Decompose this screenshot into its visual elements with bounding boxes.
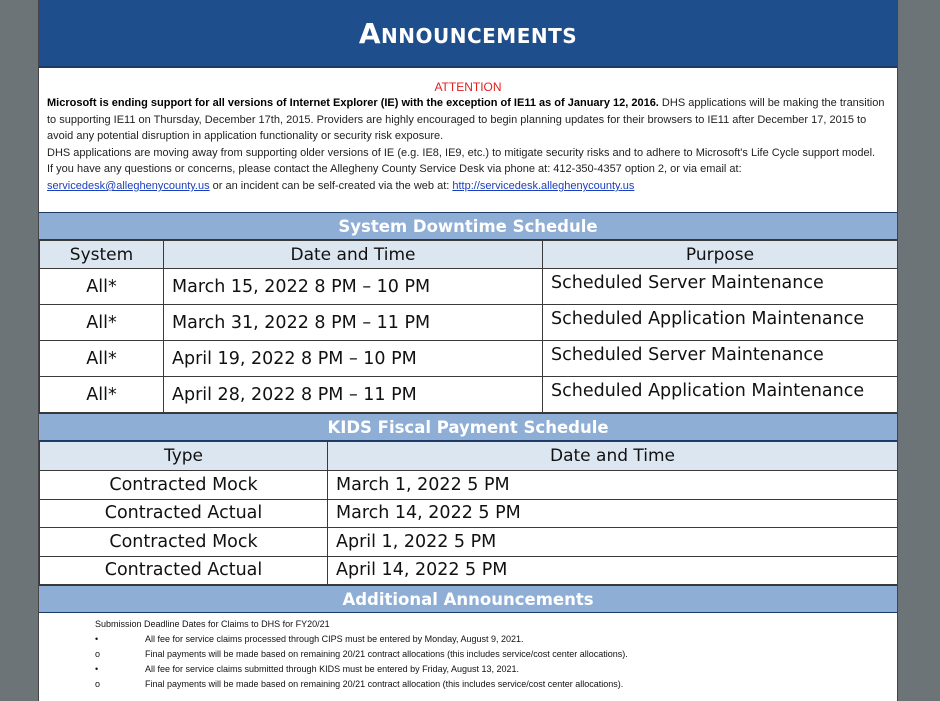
- contact-text-mid: or an incident can be self-created via the web at:: [209, 179, 453, 192]
- list-item: [95, 662, 897, 677]
- system-cell: All*: [40, 341, 164, 377]
- downtime-header-row: [40, 241, 898, 269]
- purpose-cell: Scheduled Server Maintenance: [543, 269, 898, 305]
- announcements-title: Announcements: [39, 0, 897, 66]
- table-row: [40, 471, 898, 500]
- list-item: [95, 677, 897, 692]
- kids-payment-table: [39, 441, 898, 585]
- type-cell: Contracted Actual: [40, 556, 328, 585]
- datetime-cell: April 19, 2022 8 PM – 10 PM: [164, 341, 543, 377]
- attention-heading: ATTENTION: [434, 80, 502, 94]
- downtime-section-title: System Downtime Schedule: [39, 212, 897, 240]
- purpose-cell: Scheduled Server Maintenance: [543, 341, 898, 377]
- list-item-text: All fee for service claims processed through CIPS must be entered by Monday, August 9, 2021.: [145, 634, 524, 644]
- additional-section-title: Additional Announcements: [39, 585, 897, 613]
- column-header-purpose: Purpose: [543, 241, 898, 269]
- column-header-type: Type: [40, 442, 328, 471]
- system-cell: All*: [40, 305, 164, 341]
- datetime-cell: March 31, 2022 8 PM – 11 PM: [164, 305, 543, 341]
- attention-paragraph-1: [47, 95, 889, 145]
- table-row: [40, 341, 898, 377]
- table-row: [40, 305, 898, 341]
- purpose-cell: Scheduled Application Maintenance: [543, 377, 898, 413]
- list-item-text: Final payments will be made based on remaining 20/21 contract allocations (this includes service/cost center allocations).: [145, 649, 628, 659]
- list-item: [95, 632, 897, 647]
- additional-announcements: [39, 613, 897, 692]
- column-header-date-time: Date and Time: [328, 442, 898, 471]
- bullet: o: [95, 679, 101, 689]
- type-cell: Contracted Mock: [40, 471, 328, 500]
- bullet: o: [95, 649, 101, 659]
- type-cell: Contracted Mock: [40, 528, 328, 557]
- datetime-cell: March 14, 2022 5 PM: [328, 499, 898, 528]
- contact-text: If you have any questions or concerns, please contact the Allegheny County Service Desk via phone at: 412-350-4357 option 2, or via email at:: [47, 163, 742, 176]
- system-cell: All*: [40, 377, 164, 413]
- system-cell: All*: [40, 269, 164, 305]
- list-item-text: Final payments will be made based on remaining 20/21 contract allocation (this includes service/cost center allocations).: [145, 679, 624, 689]
- column-header-date-time: Date and Time: [164, 241, 543, 269]
- announcements-panel: [38, 0, 898, 701]
- type-cell: Contracted Actual: [40, 499, 328, 528]
- email-link[interactable]: servicedesk@alleghenycounty.us: [47, 179, 210, 192]
- kids-header-row: [40, 442, 898, 471]
- attention-paragraph-3: [47, 161, 889, 194]
- datetime-cell: March 15, 2022 8 PM – 10 PM: [164, 269, 543, 305]
- table-row: [40, 528, 898, 557]
- transition-text: DHS applications will be making the transition to supporting IE11 on Thursday, December 17th, 2015. Providers are highly encouraged to begin planning updates for their browsers to IE11 after December 17, 2015 to avoid any potential disruption in application functionality or security risk exposure.: [47, 97, 885, 143]
- attention-notice: [39, 66, 897, 212]
- datetime-cell: March 1, 2022 5 PM: [328, 471, 898, 500]
- datetime-cell: April 28, 2022 8 PM – 11 PM: [164, 377, 543, 413]
- table-row: [40, 377, 898, 413]
- list-item-text: All fee for service claims submitted through KIDS must be entered by Friday, August 13, 2021.: [145, 664, 520, 674]
- downtime-table: [39, 240, 898, 413]
- bullet: •: [95, 634, 99, 644]
- purpose-cell: Scheduled Application Maintenance: [543, 305, 898, 341]
- ie-support-statement: Microsoft is ending support for all versions of Internet Explorer (IE) with the exception of IE11 as of January 12, 2016.: [47, 97, 659, 109]
- column-header-system: System: [40, 241, 164, 269]
- table-row: [40, 499, 898, 528]
- kids-section-title: KIDS Fiscal Payment Schedule: [39, 413, 897, 441]
- datetime-cell: April 1, 2022 5 PM: [328, 528, 898, 557]
- datetime-cell: April 14, 2022 5 PM: [328, 556, 898, 585]
- list-item: [95, 647, 897, 662]
- table-row: [40, 269, 898, 305]
- table-row: [40, 556, 898, 585]
- web-link[interactable]: http://servicedesk.alleghenycounty.us: [452, 179, 635, 192]
- bullet: •: [95, 664, 99, 674]
- attention-paragraph-2: DHS applications are moving away from supporting older versions of IE (e.g. IE8, IE9, etc.) to mitigate security risks and to adhere to Microsoft's Life Cycle support model.: [47, 146, 876, 159]
- additional-intro: Submission Deadline Dates for Claims to DHS for FY20/21: [95, 619, 330, 629]
